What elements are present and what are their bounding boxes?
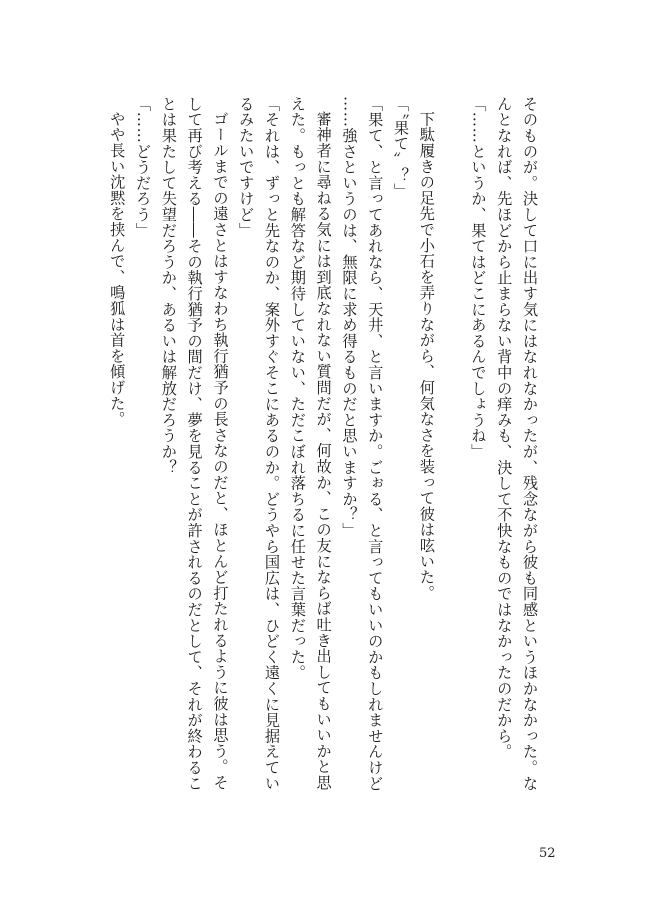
text-line: えた。もっとも解答など期待していない、ただこぼれ落ちるに任せた言葉だった。 — [288, 96, 307, 681]
text-line: 「……どうだろう」 — [134, 96, 153, 239]
text-line: るみたいですけど」 — [237, 96, 256, 239]
text-line: 審神者に尋ねる気には到底なれない質問だが、何故か、この友にならば吐き出してもいいかと思 — [314, 111, 333, 791]
text-line: ゴールまでの遠さとはすなわち執行猶予の長さなのだと、ほとんど打たれるように彼は思う。そ — [211, 111, 230, 791]
text-line: んとなれば、先ほどから止まらない背中の痒みも、決して不快なものではなかったのだから。 — [495, 96, 514, 760]
text-line: とは果たして失望だろうか、あるいは解放だろうか？ — [159, 96, 178, 476]
vertical-text-body — [103, 96, 542, 841]
text-line: 「〝果て〟？」 — [392, 96, 411, 199]
text-line: 下駄履きの足先で小石を弄りながら、何気なさを装って彼は呟いた。 — [417, 111, 436, 601]
text-line: 「果て、と言ってあれなら、天井、と言いますか。ごぉる、と言ってもいいのかもしれませんけど — [366, 96, 385, 792]
text-line: して再び考える――その執行猶予の間だけ、夢を見ることが許されるのだとして、それが終わるこ — [185, 96, 204, 792]
text-line: そのものが。決して口に出す気にはなれなかったが、残念ながら彼も同感というほかなかった。な — [521, 96, 539, 792]
page-number: 52 — [539, 846, 556, 861]
text-line: 「それは、ずっと先なのか、案外すぐそこにあるのか。どうやら国広は、ひどく遠くに見据えてい — [263, 96, 282, 792]
text-line: やや長い沈黙を挟んで、鳴狐は首を傾げた。 — [108, 111, 127, 427]
text-line: 「……というか、果てはどこにあるんでしょうね」 — [469, 96, 488, 460]
text-line: ……強さというのは、無限に求め得るものだと思いますか？」 — [340, 96, 359, 539]
